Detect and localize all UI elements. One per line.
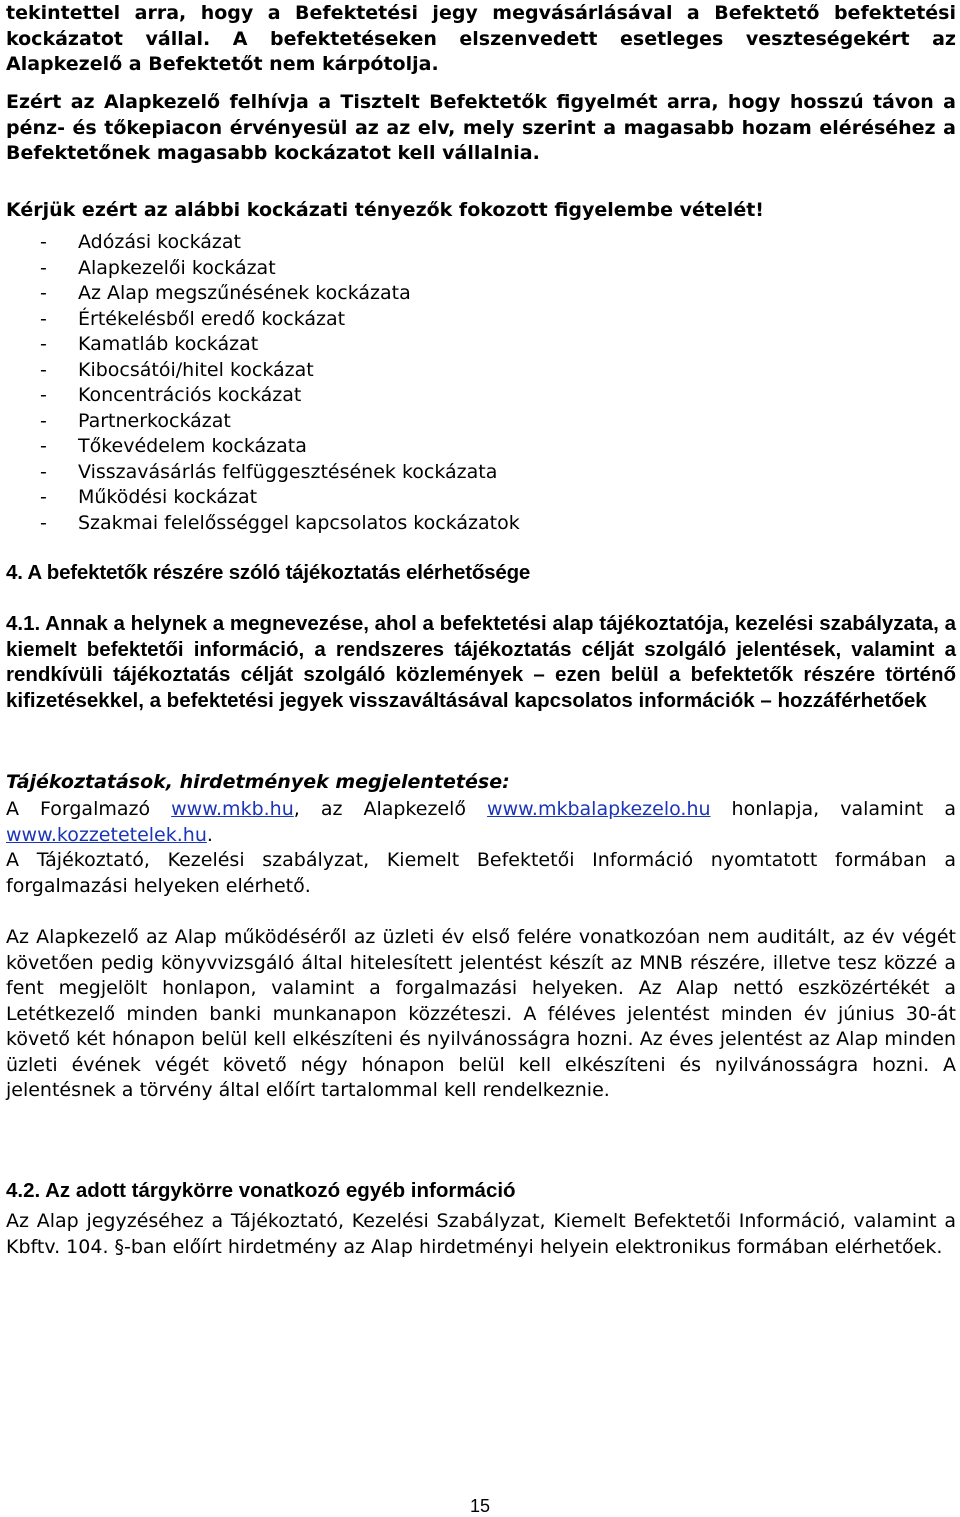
- mkb-link[interactable]: www.mkb.hu: [171, 798, 294, 820]
- list-dash: -: [40, 409, 47, 432]
- kozzetetelek-link[interactable]: www.kozzetetelek.hu: [6, 823, 207, 846]
- list-dash: -: [40, 231, 47, 253]
- risk-item-label: Adózási kockázat: [78, 231, 241, 253]
- risk-item-label: Partnerkockázat: [78, 409, 231, 432]
- list-dash: -: [40, 486, 47, 508]
- mkbalapkezelo-link[interactable]: www.mkbalapkezelo.hu: [487, 798, 711, 820]
- intro-paragraph-3: Kérjük ezért az alábbi kockázati tényezők fokozott figyelembe vételét!: [6, 199, 764, 221]
- printed-docs-paragraph: A Tájékoztató, Kezelési szabályzat, Kiemelt Befektetői Információ nyomtatott formában a forgalmazási helyeken elérhető.: [6, 849, 956, 897]
- intro-paragraph-1: tekintettel arra, hogy a Befektetési jegy megvásárlásával a Befektető befektetési kockázatot vállal. A befektetéseken elszenvedett esetleges veszteségekért az Alapkezelő a Befektetőt nem kárpótolja.: [6, 2, 956, 75]
- list-item: [40, 511, 520, 537]
- risk-item-label: Visszavásárlás felfüggesztésének kockázata: [78, 460, 498, 483]
- list-dash: -: [40, 333, 47, 355]
- risk-item-label: Az Alap megszűnésének kockázata: [78, 282, 411, 304]
- list-item: [40, 409, 520, 435]
- list-dash: -: [40, 358, 47, 381]
- list-dash: -: [40, 460, 47, 483]
- risk-item-label: Szakmai felelősséggel kapcsolatos kockázatok: [78, 511, 520, 534]
- section-4-heading: 4. A befektetők részére szóló tájékoztatás elérhetősége: [6, 561, 531, 584]
- section-4-1-heading: 4.1. Annak a helynek a megnevezése, ahol a befektetési alap tájékoztatója, kezelési szabályzata, a kiemelt befektetői információ, a rendszeres tájékoztatás célját szolgáló jelentések, valamint a rendkívüli tájékoztatás célját szolgáló közlemények – ezen belül a befektetők részére történő kifizetésekkel, a befektetési jegyek visszaváltásával kapcsolatos információk – hozzáférhetőek: [6, 612, 956, 712]
- list-item: [40, 281, 520, 307]
- risk-factor-list: [40, 230, 520, 536]
- list-item: [40, 485, 520, 511]
- list-dash: -: [40, 511, 47, 534]
- list-dash: -: [40, 307, 47, 330]
- list-dash: -: [40, 256, 47, 279]
- list-item: [40, 307, 520, 333]
- page-number: 15: [469, 1496, 491, 1516]
- intro-paragraph-2: Ezért az Alapkezelő felhívja a Tisztelt Befektetők figyelmét arra, hogy hosszú távon a pénz- és tőkepiacon érvényesül az az elv, mely szerint a magasabb hozam eléréséhez a Befektetőnek magasabb kockázatot kell vállalnia.: [6, 91, 956, 164]
- list-item: [40, 460, 520, 486]
- list-dash: -: [40, 435, 47, 457]
- list-item: [40, 383, 520, 409]
- risk-item-label: Kibocsátói/hitel kockázat: [78, 358, 314, 381]
- notices-title: Tájékoztatások, hirdetmények megjelentetése:: [6, 771, 510, 793]
- section-4-2-heading: 4.2. Az adott tárgykörre vonatkozó egyéb információ: [6, 1179, 516, 1202]
- notices-text-post: honlapja, valamint a: [710, 798, 956, 820]
- notices-text-mid: , az Alapkezelő: [293, 798, 488, 820]
- list-item: [40, 332, 520, 358]
- risk-item-label: Koncentrációs kockázat: [78, 384, 302, 406]
- other-info-paragraph: Az Alap jegyzéséhez a Tájékoztató, Kezelési Szabályzat, Kiemelt Befektetői Információ, valamint a Kbftv. 104. §-ban előírt hirdetmény az Alap hirdetményi helyein elektronikus formában elérhetőek.: [6, 1210, 956, 1258]
- list-item: [40, 434, 520, 460]
- notices-text-pre: A Forgalmazó: [6, 798, 172, 820]
- risk-item-label: Tőkevédelem kockázata: [78, 435, 307, 457]
- list-item: [40, 230, 520, 256]
- risk-item-label: Alapkezelői kockázat: [78, 256, 276, 279]
- list-dash: -: [40, 384, 47, 406]
- risk-item-label: Működési kockázat: [78, 486, 258, 508]
- list-dash: -: [40, 282, 47, 304]
- notices-text-end: .: [206, 823, 213, 846]
- risk-item-label: Értékelésből eredő kockázat: [78, 307, 346, 330]
- list-item: [40, 358, 520, 384]
- list-item: [40, 256, 520, 282]
- risk-item-label: Kamatláb kockázat: [78, 333, 259, 355]
- notices-paragraph: [6, 797, 956, 848]
- reports-paragraph: Az Alapkezelő az Alap működéséről az üzleti év első felére vonatkozóan nem auditált, az év végét követően pedig könyvvizsgáló által hitelesített jelentést készít az MNB részére, illetve tesz közzé a fent megjelölt honlapon, valamint a forgalmazási helyeken. Az Alap nettó eszközértékét a Letétkezelő minden banki munkanapon közzéteszi. A féléves jelentést minden év június 30-át követő két hónapon belül kell elkészíteni és nyilvánosságra hozni. Az éves jelentést az Alap minden üzleti évének végét követő négy hónapon belül kell elkészíteni és nyilvánosságra hozni. A jelentésnek a törvény által előírt tartalommal kell rendelkeznie.: [6, 926, 956, 1101]
